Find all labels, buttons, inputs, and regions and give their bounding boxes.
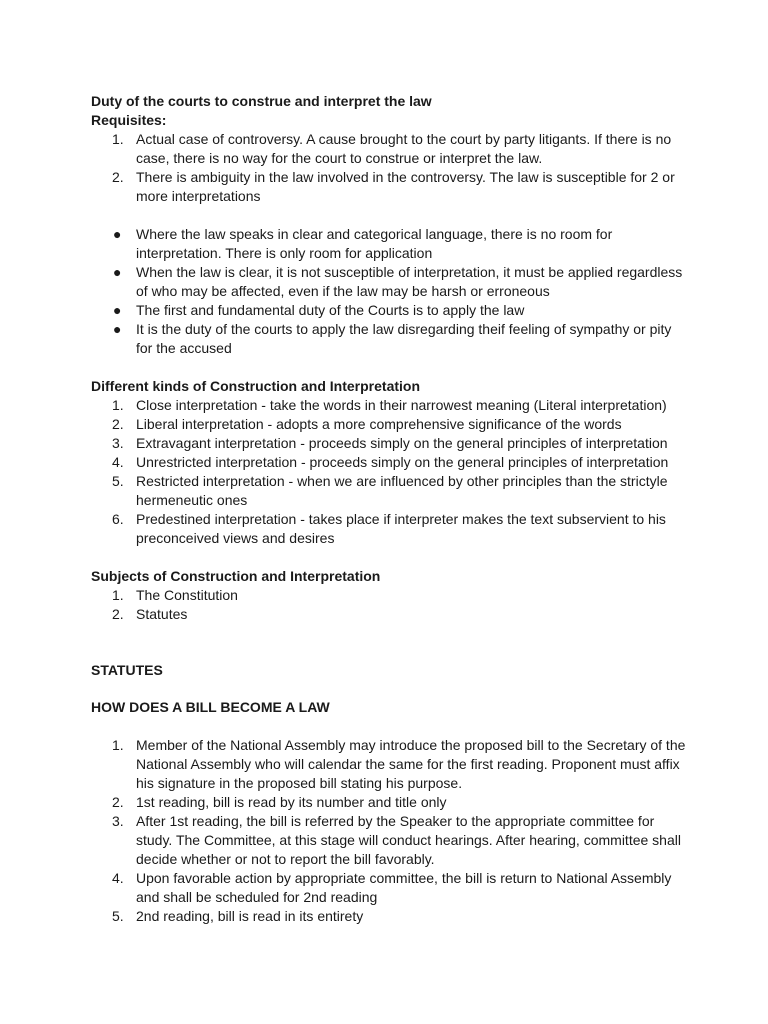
- spacer: [91, 624, 691, 661]
- list-item: [91, 586, 691, 605]
- list-item: [91, 130, 691, 168]
- section-heading-bill-process: HOW DOES A BILL BECOME A LAW: [91, 699, 330, 715]
- list-item: [91, 812, 691, 869]
- list-item-text: Close interpretation - take the words in their narrowest meaning (Literal interpretation): [136, 397, 667, 413]
- spacer: [91, 358, 691, 377]
- bullet-item-text: When the law is clear, it is not susceptible of interpretation, it must be applied regardless of who may be affected, even if the law may be harsh or erroneous: [136, 264, 683, 299]
- bullet-icon: ●: [113, 264, 122, 280]
- requisites-list: [91, 130, 691, 206]
- list-number: 5.: [112, 473, 124, 489]
- list-item: [91, 453, 691, 472]
- bill-steps-list: [91, 736, 691, 926]
- list-item-text: After 1st reading, the bill is referred by the Speaker to the appropriate committee for study. The Committee, at this stage will conduct hearings. After hearing, committee shall decide whether or not to report the bill favorably.: [136, 813, 681, 867]
- list-number: 6.: [112, 511, 124, 527]
- section-heading-duty: Duty of the courts to construe and interpret the law: [91, 93, 432, 109]
- kinds-list: [91, 396, 691, 548]
- bullet-item: [91, 225, 691, 263]
- section-heading-kinds: Different kinds of Construction and Interpretation: [91, 378, 421, 394]
- list-item: [91, 396, 691, 415]
- list-item: [91, 434, 691, 453]
- list-item-text: There is ambiguity in the law involved in the controversy. The law is susceptible for 2 or more interpretations: [136, 169, 675, 204]
- list-item: [91, 415, 691, 434]
- list-item-text: Upon favorable action by appropriate committee, the bill is return to National Assembly and shall be scheduled for 2nd reading: [136, 870, 672, 905]
- spacer: [91, 680, 691, 698]
- list-number: 2.: [112, 794, 124, 810]
- list-item: [91, 869, 691, 907]
- list-item-text: Extravagant interpretation - proceeds simply on the general principles of interpretation: [136, 435, 668, 451]
- list-item: [91, 510, 691, 548]
- subjects-list: [91, 586, 691, 624]
- list-number: 2.: [112, 169, 124, 185]
- list-item-text: Actual case of controversy. A cause brought to the court by party litigants. If there is no case, there is no way for the court to construe or interpret the law.: [136, 131, 672, 166]
- bullet-item-text: It is the duty of the courts to apply the law disregarding theif feeling of sympathy or pity for the accused: [136, 321, 672, 356]
- spacer: [91, 206, 691, 225]
- list-item: [91, 907, 691, 926]
- section-heading-statutes: STATUTES: [91, 662, 163, 678]
- bullet-icon: ●: [113, 226, 122, 242]
- list-item-text: Liberal interpretation - adopts a more comprehensive significance of the words: [136, 416, 622, 432]
- section-subheading-requisites: Requisites:: [91, 112, 167, 128]
- list-item-text: The Constitution: [136, 587, 238, 603]
- list-number: 3.: [112, 435, 124, 451]
- list-item: [91, 168, 691, 206]
- bullet-item-text: Where the law speaks in clear and categorical language, there is no room for interpretation. There is only room for application: [136, 226, 613, 261]
- list-item: [91, 472, 691, 510]
- document-content: [91, 92, 691, 926]
- list-item-text: Predestined interpretation - takes place if interpreter makes the text subservient to his preconceived views and desires: [136, 511, 666, 546]
- bullet-item: [91, 263, 691, 301]
- bullet-icon: ●: [113, 321, 122, 337]
- list-number: 1.: [112, 737, 124, 753]
- bullet-item: [91, 320, 691, 358]
- list-number: 1.: [112, 131, 124, 147]
- list-number: 4.: [112, 870, 124, 886]
- section-heading-subjects: Subjects of Construction and Interpretation: [91, 568, 381, 584]
- list-number: 2.: [112, 416, 124, 432]
- principles-bullet-list: [91, 225, 691, 358]
- list-number: 1.: [112, 397, 124, 413]
- list-item-text: Unrestricted interpretation - proceeds simply on the general principles of interpretation: [136, 454, 669, 470]
- list-item: [91, 605, 691, 624]
- list-item: [91, 736, 691, 793]
- bullet-item: [91, 301, 691, 320]
- list-item-text: 2nd reading, bill is read in its entirety: [136, 908, 364, 924]
- list-number: 2.: [112, 606, 124, 622]
- list-item-text: Restricted interpretation - when we are influenced by other principles than the strictyle hermeneutic ones: [136, 473, 668, 508]
- list-number: 3.: [112, 813, 124, 829]
- bullet-item-text: The first and fundamental duty of the Courts is to apply the law: [136, 302, 525, 318]
- spacer: [91, 548, 691, 567]
- list-number: 5.: [112, 908, 124, 924]
- list-item-text: 1st reading, bill is read by its number and title only: [136, 794, 447, 810]
- list-item: [91, 793, 691, 812]
- bullet-icon: ●: [113, 302, 122, 318]
- list-item-text: Member of the National Assembly may introduce the proposed bill to the Secretary of the National Assembly who will calendar the same for the first reading. Proponent must affix his signature in the proposed bill stating his purpose.: [136, 737, 686, 791]
- list-item-text: Statutes: [136, 606, 188, 622]
- list-number: 1.: [112, 587, 124, 603]
- spacer: [91, 717, 691, 736]
- list-number: 4.: [112, 454, 124, 470]
